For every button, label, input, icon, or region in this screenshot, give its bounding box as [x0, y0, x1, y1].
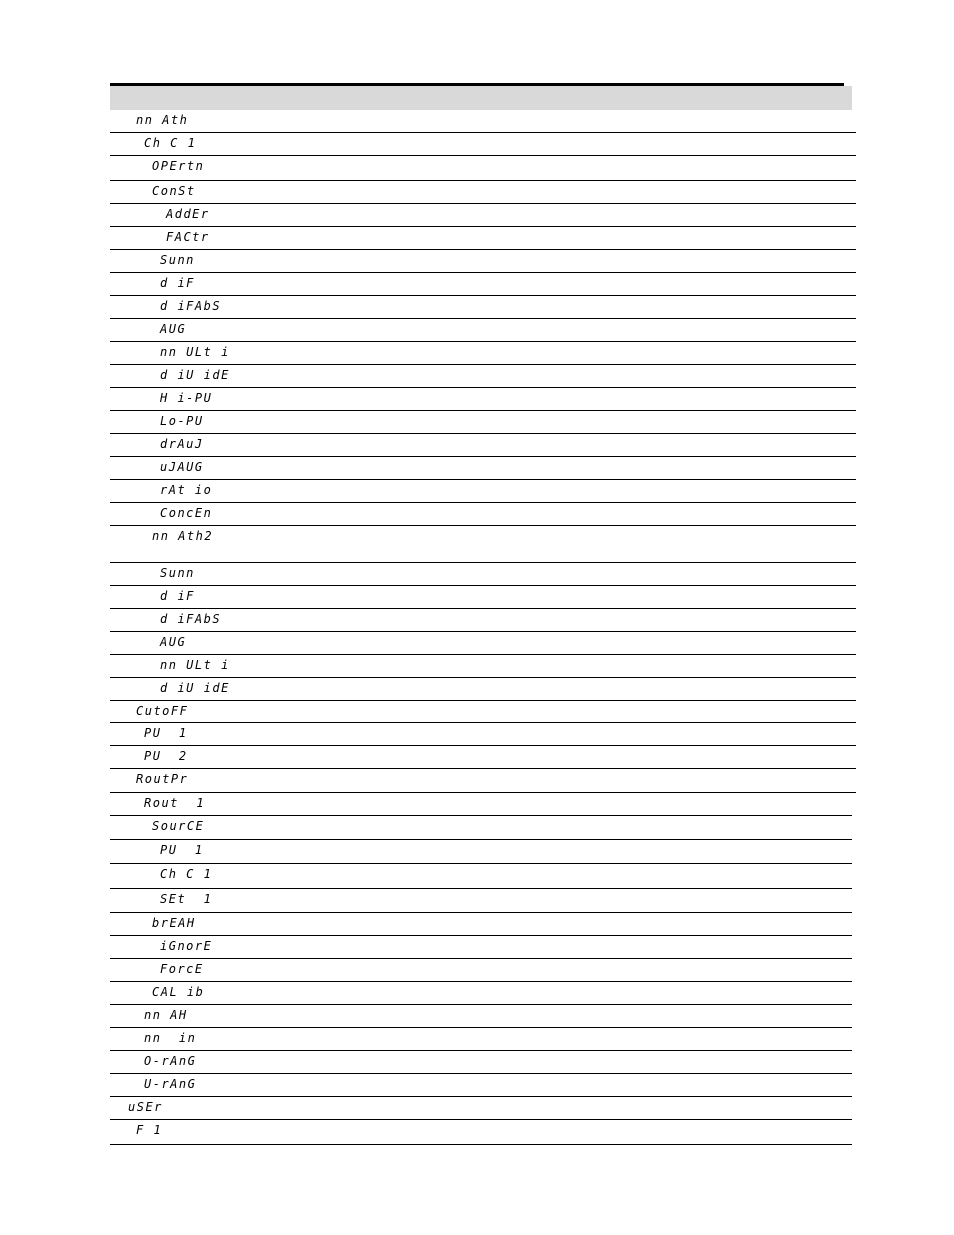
table-row: [110, 526, 856, 563]
table-row: [110, 250, 856, 273]
table-row: [110, 769, 856, 793]
parameter-code: FACtr: [166, 230, 210, 244]
parameter-code: AddEr: [166, 207, 210, 221]
parameter-code: nn ULt i: [160, 345, 230, 359]
parameter-code: CAL ib: [152, 985, 205, 999]
table-row: [110, 480, 856, 503]
table-row: [110, 563, 856, 586]
parameter-code: ConSt: [152, 184, 196, 198]
table-row: [110, 1074, 852, 1097]
table-row: [110, 1005, 852, 1028]
parameter-code: CutoFF: [136, 704, 189, 718]
parameter-code: d iU idE: [160, 681, 230, 695]
table-row: [110, 1051, 852, 1074]
parameter-code: SEt 1: [160, 892, 213, 906]
table-row: [110, 746, 856, 769]
table-row: [110, 816, 852, 840]
table-row: [110, 273, 856, 296]
table-row: [110, 342, 856, 365]
parameter-code: Sunn: [160, 566, 195, 580]
table-row: [110, 609, 856, 632]
table-row: [110, 959, 852, 982]
parameter-code: PU 1: [160, 843, 204, 857]
parameter-code: U-rAnG: [144, 1077, 197, 1091]
parameter-code: ConcEn: [160, 506, 213, 520]
parameter-code: uJAUG: [160, 460, 204, 474]
parameter-code: nn ULt i: [160, 658, 230, 672]
parameter-code: brEAH: [152, 916, 196, 930]
table-row: [110, 227, 856, 250]
parameter-code: PU 2: [144, 749, 188, 763]
table-row: [110, 181, 856, 204]
table-row: [110, 864, 852, 889]
parameter-code: d iU idE: [160, 368, 230, 382]
table-row: [110, 840, 852, 864]
table-row: [110, 204, 856, 227]
table-row: [110, 388, 856, 411]
table-row: [110, 1120, 852, 1145]
parameter-code: Sunn: [160, 253, 195, 267]
parameter-code: ForcE: [160, 962, 204, 976]
parameter-code: F 1: [136, 1123, 163, 1137]
parameter-code: nn AH: [144, 1008, 188, 1022]
table-row: [110, 632, 856, 655]
parameter-code: H i-PU: [160, 391, 213, 405]
parameter-code: Ch C 1: [160, 867, 213, 881]
table-row: [110, 1097, 852, 1120]
parameter-code: AUG: [160, 635, 187, 649]
table-row: [110, 156, 856, 181]
parameter-code: Lo-PU: [160, 414, 204, 428]
parameter-code: iGnorE: [160, 939, 213, 953]
table-row: [110, 913, 852, 936]
parameter-code: SourCE: [152, 819, 205, 833]
table-row: [110, 586, 856, 609]
table-row: [110, 655, 856, 678]
table-row: [110, 434, 856, 457]
parameter-code: d iFAbS: [160, 612, 222, 626]
table-row: [110, 296, 856, 319]
table-row: [110, 701, 856, 723]
table-row: [110, 365, 856, 388]
parameter-code: OPErtn: [152, 159, 205, 173]
table-header: [110, 86, 852, 110]
parameter-code: Rout 1: [144, 796, 206, 810]
table-row: [110, 1028, 852, 1051]
parameter-code: Ch C 1: [144, 136, 197, 150]
table-row: [110, 133, 856, 156]
table-row: [110, 793, 852, 816]
table-row: [110, 110, 856, 133]
table-row: [110, 678, 856, 701]
table-row: [110, 457, 856, 480]
parameter-code: d iF: [160, 589, 195, 603]
parameter-code: drAuJ: [160, 437, 204, 451]
parameter-code: rAt io: [160, 483, 213, 497]
parameter-code: d iFAbS: [160, 299, 222, 313]
table-row: [110, 503, 856, 526]
table-row: [110, 936, 852, 959]
parameter-code: AUG: [160, 322, 187, 336]
parameter-code: d iF: [160, 276, 195, 290]
parameter-code: nn Ath: [136, 113, 189, 127]
table-row: [110, 723, 856, 746]
parameter-code: O-rAnG: [144, 1054, 197, 1068]
table-row: [110, 411, 856, 434]
parameter-code: nn in: [144, 1031, 197, 1045]
parameter-code: RoutPr: [136, 772, 189, 786]
table-row: [110, 889, 852, 913]
parameter-code: PU 1: [144, 726, 188, 740]
parameter-code: uSEr: [128, 1100, 163, 1114]
parameter-code: nn Ath2: [152, 529, 214, 543]
table-row: [110, 319, 856, 342]
table-row: [110, 982, 852, 1005]
